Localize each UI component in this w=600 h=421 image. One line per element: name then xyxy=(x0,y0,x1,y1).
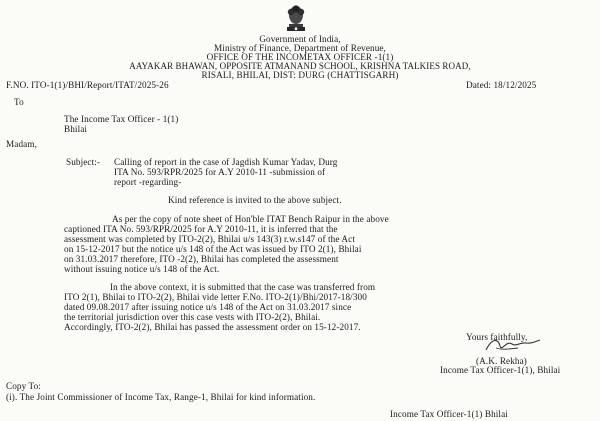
para3-line-5: Accordingly, ITO-2(2), Bhilai has passed the assessment order on 15-12-2017. xyxy=(64,322,361,332)
signatory-title: Income Tax Officer-1(1), Bhilai xyxy=(440,365,561,375)
to-label: To xyxy=(14,97,24,107)
closing: Yours faithfully, xyxy=(466,332,528,342)
para2-line-1: As per the copy of note sheet of Hon'ble ITAT Bench Raipur in the above xyxy=(112,214,389,224)
subject-line-2: ITA No. 593/RPR/2025 for A.Y 2010-11 -submission of xyxy=(114,167,326,177)
national-emblem-icon xyxy=(283,3,309,33)
para2-line-5: on 31.03.2017 therefore, ITO -2(2), Bhilai has completed the assessment xyxy=(64,254,339,264)
signature-mark xyxy=(482,334,542,356)
letterhead-line-5: RISALI, BHILAI, DIST: DURG (CHATTISGARH) xyxy=(201,70,399,80)
para3-line-1: In the above context, it is submitted that the case was transferred from xyxy=(110,282,376,292)
para2-line-3: assessment was completed by ITO-2(2), Bhilai u/s 143(3) r.w.s147 of the Act xyxy=(64,234,355,244)
salutation: Madam, xyxy=(6,139,37,149)
addressee-line-1: The Income Tax Officer - 1(1) xyxy=(64,114,179,124)
subject-label: Subject:- xyxy=(66,157,101,167)
signatory-name: (A.K. Rekha) xyxy=(476,356,527,366)
letterhead-line-3: OFFICE OF THE INCOMETAX OFFICER -1(1) xyxy=(206,52,394,62)
letter-date: Dated: 18/12/2025 xyxy=(466,80,537,90)
para2-line-4: on 15-12-2017 but the notice u/s 148 of the Act was issued by ITO 2(1), Bhilai xyxy=(64,244,362,254)
para3-line-2: ITO 2(1), Bhilai to ITO-2(2), Bhilai vide letter F.No. ITO-2(1)/Bhi/2017-18/300 xyxy=(64,292,367,302)
footer-signatory: Income Tax Officer-1(1) Bhilai xyxy=(390,409,508,419)
letterhead-line-1: Government of India, xyxy=(259,34,341,44)
para3-line-3: dated 09.08.2017 after issuing notice u/s 148 of the Act on 31.03.2017 since xyxy=(64,302,352,312)
copy-to-item: (i). The Joint Commissioner of Income Tax, Range-1, Bhilai for kind information. xyxy=(6,392,316,402)
addressee-line-2: Bhilai xyxy=(64,124,88,134)
subject-line-3: report -regarding- xyxy=(114,177,182,187)
paragraph-reference: Kind reference is invited to the above subject. xyxy=(168,195,342,205)
copy-to-label: Copy To: xyxy=(6,381,41,391)
para2-line-6: without issuing notice u/s 148 of the Act. xyxy=(64,264,220,274)
para2-line-2: captioned ITA No. 593/RPR/2025 for A.Y 2010-11, it is inferred that the xyxy=(64,224,338,234)
subject-line-1: Calling of report in the case of Jagdish Kumar Yadav, Durg xyxy=(114,157,338,167)
letterhead-line-4: AAYAKAR BHAWAN, OPPOSITE ATMANAND SCHOOL, KRISHNA TALKIES ROAD, xyxy=(129,61,471,71)
file-number: F.NO. ITO-1(1)/BHI/Report/ITAT/2025-26 xyxy=(6,80,169,90)
para3-line-4: the territorial jurisdiction over this case vests with ITO-2(2), Bhilai. xyxy=(64,312,321,322)
letterhead-line-2: Ministry of Finance, Department of Revenue, xyxy=(214,43,386,53)
